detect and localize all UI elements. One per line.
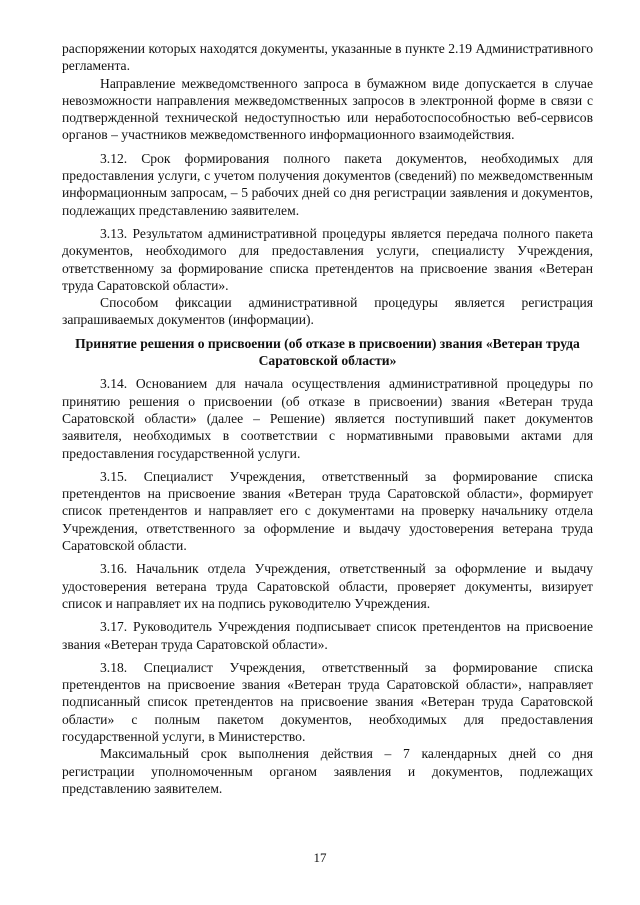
page-number: 17 [313,850,327,865]
paragraph-continuation: распоряжении которых находятся документы, указанные в пункте 2.19 Административного регламента. [62,41,593,74]
paragraph-3-14: 3.14. Основанием для начала осуществления административной процедуры по принятию решения о присвоении (об отказе в присвоении) звания «Ветеран труда Саратовской области» (далее – Решение) является поступивший пакет документов заявителя, необходимых в соответствии с нормативными правовыми актами для предоставления государственной услуги. [62,376,593,461]
paragraph-3-17: 3.17. Руководитель Учреждения подписывает список претендентов на присвоение звания «Ветеран труда Саратовской области». [62,619,593,652]
paragraph-3-18: 3.18. Специалист Учреждения, ответственный за формирование списка претендентов на присвоение звания «Ветеран труда Саратовской области», направляет подписанный список претендентов на присвоение звания «Ветеран труда Саратовской области» с полным пакетом документов, необходимых для предоставления государственной услуги, в Министерство. [62,659,593,744]
paragraph-3-13: 3.13. Результатом административной процедуры является передача полного пакета документов, необходимого для предоставления услуги, специалисту Учреждения, ответственному за формирование списка претендентов на присвоение звания «Ветеран труда Саратовской области». [62,225,593,293]
paragraph-3-15: 3.15. Специалист Учреждения, ответственный за формирование списка претендентов на присвоение звания «Ветеран труда Саратовской области», формирует список претендентов и направляет его с документами на проверку начальнику отдела Учреждения, ответственного за оформление и выдачу удостоверения ветерана труда Саратовской области. [62,468,593,554]
paragraph-3-16: 3.16. Начальник отдела Учреждения, ответственный за оформление и выдачу удостоверения ветерана труда Саратовской области, проверяет документы, визирует список и направляет их на подпись руководителю Учреждения. [62,561,593,611]
paragraph-3-12: 3.12. Срок формирования полного пакета документов, необходимых для предоставления услуги, с учетом получения документов (сведений) по межведомственным информационным запросам, – 5 рабочих дней со дня регистрации заявления и документов, подлежащих представлению заявителем. [62,150,593,218]
paragraph-max-duration: Максимальный срок выполнения действия – 7 календарных дней со дня регистрации уполномоченным органом заявления и документов, подлежащих представлению заявителем. [62,746,593,796]
section-heading: Принятие решения о присвоении (об отказе в присвоении) звания «Ветеран труда Саратовской области» [75,335,580,369]
document-page [62,40,593,797]
paragraph-fixation-method: Способом фиксации административной процедуры является регистрация запрашиваемых документов (информации). [62,295,593,328]
paragraph-interagency-request-paper: Направление межведомственного запроса в бумажном виде допускается в случае невозможности направления межведомственных запросов в электронной форме в связи с подтвержденной технической недоступностью или неработоспособностью веб-сервисов органов – участников межведомственного информационного взаимодействия. [62,75,593,143]
